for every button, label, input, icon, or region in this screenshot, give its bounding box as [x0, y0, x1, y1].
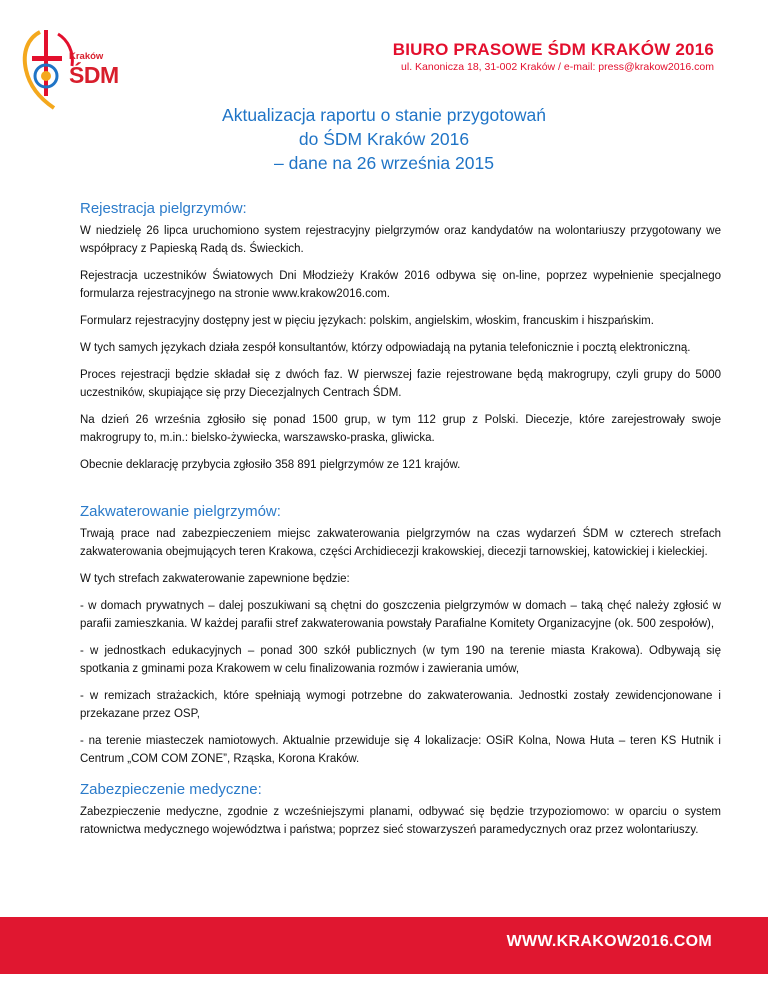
paragraph: - w jednostkach edukacyjnych – ponad 300 szkół publicznych (w tym 190 na terenie miasta Krakowa). Odbywają się spotkania z gminami poza Krakowem w celu finalizowania rozmów i zawierania umów, [80, 645, 721, 675]
press-office-address: ul. Kanonicza 18, 31-002 Kraków / e-mail: press@krakow2016.com [401, 61, 714, 73]
paragraph: Formularz rejestracyjny dostępny jest w pięciu językach: polskim, angielskim, włoskim, francuskim i hiszpańskim. [80, 315, 654, 327]
section-heading-accommodation: Zakwaterowanie pielgrzymów: [80, 503, 281, 520]
paragraph: W tych samych językach działa zespół konsultantów, którzy odpowiadają na pytania telefonicznie i pocztą elektroniczną. [80, 342, 691, 354]
section-heading-registration: Rejestracja pielgrzymów: [80, 200, 247, 217]
logo-name: ŚDM [69, 62, 119, 88]
paragraph: - na terenie miasteczek namiotowych. Aktualnie przewiduje się 4 lokalizacje: OSiR Kolna, Nowa Huta – teren KS Hutnik i Centrum „COM COM ZONE”, Rząska, Korona Kraków. [80, 735, 721, 765]
title-line-1: Aktualizacja raportu o stanie przygotowań [222, 105, 546, 125]
paragraph: W niedzielę 26 lipca uruchomiono system rejestracyjny pielgrzymów oraz kandydatów na wolontariuszy przygotowany we współpracy z Papieską Radą ds. Świeckich. [80, 225, 721, 255]
section-heading-medical: Zabezpieczenie medyczne: [80, 781, 262, 798]
paragraph: W tych strefach zakwaterowanie zapewnione będzie: [80, 573, 350, 585]
paragraph: Zabezpieczenie medyczne, zgodnie z wcześniejszymi planami, odbywać się będzie trzypoziomowo: w oparciu o system ratownictwa medycznego województwa i państwa; poprzez sieć stowarzyszeń paramedycznych oraz przez wolontariuszy. [80, 806, 721, 836]
paragraph: Obecnie deklarację przybycia zgłosiło 358 891 pielgrzymów ze 121 krajów. [80, 459, 461, 471]
footer-website-link[interactable]: WWW.KRAKOW2016.COM [506, 933, 712, 950]
paragraph: Proces rejestracji będzie składał się z dwóch faz. W pierwszej fazie rejestrowane będą makrogrupy, czyli grupy do 5000 uczestników, skupiające się przy Diecezjalnych Centrach ŚDM. [80, 369, 721, 399]
paragraph: Rejestracja uczestników Światowych Dni Młodzieży Kraków 2016 odbywa się on-line, poprzez wypełnienie specjalnego formularza rejestracyjnego na stronie www.krakow2016.com. [80, 270, 721, 300]
paragraph: Na dzień 26 września zgłosiło się ponad 1500 grup, w tym 112 grup z Polski. Diecezje, które zarejestrowały swoje makrogrupy to, m.in.: bielsko-żywiecka, warszawsko-praska, gliwicka. [80, 414, 721, 444]
title-line-2: do ŚDM Kraków 2016 [298, 129, 470, 149]
paragraph: Trwają prace nad zabezpieczeniem miejsc zakwaterowania pielgrzymów na czas wydarzeń ŚDM w czterech strefach zakwaterowania obejmujących teren Krakowa, części Archidiecezji krakowskiej, diecezji tarnowskiej, katowickiej i kieleckiej. [80, 528, 721, 558]
document-body [80, 200, 721, 848]
logo-city: Kraków [69, 51, 104, 62]
footer-bar [0, 917, 768, 974]
title-line-3: – dane na 26 września 2015 [274, 153, 494, 173]
paragraph: - w remizach strażackich, które spełniają wymogi potrzebne do zakwaterowania. Jednostki zostały zewidencjonowane i przekazane przez OSP, [80, 690, 721, 720]
paragraph: - w domach prywatnych – dalej poszukiwani są chętni do goszczenia pielgrzymów w domach – taką chęć należy zgłosić w parafii zamieszkania. W każdej parafii stref zakwaterowania powstały Parafialne Komitety Organizacyjne (ok. 500 zespołów), [80, 600, 721, 630]
document-title [0, 103, 768, 175]
press-office-title: BIURO PRASOWE ŚDM KRAKÓW 2016 [392, 40, 714, 59]
